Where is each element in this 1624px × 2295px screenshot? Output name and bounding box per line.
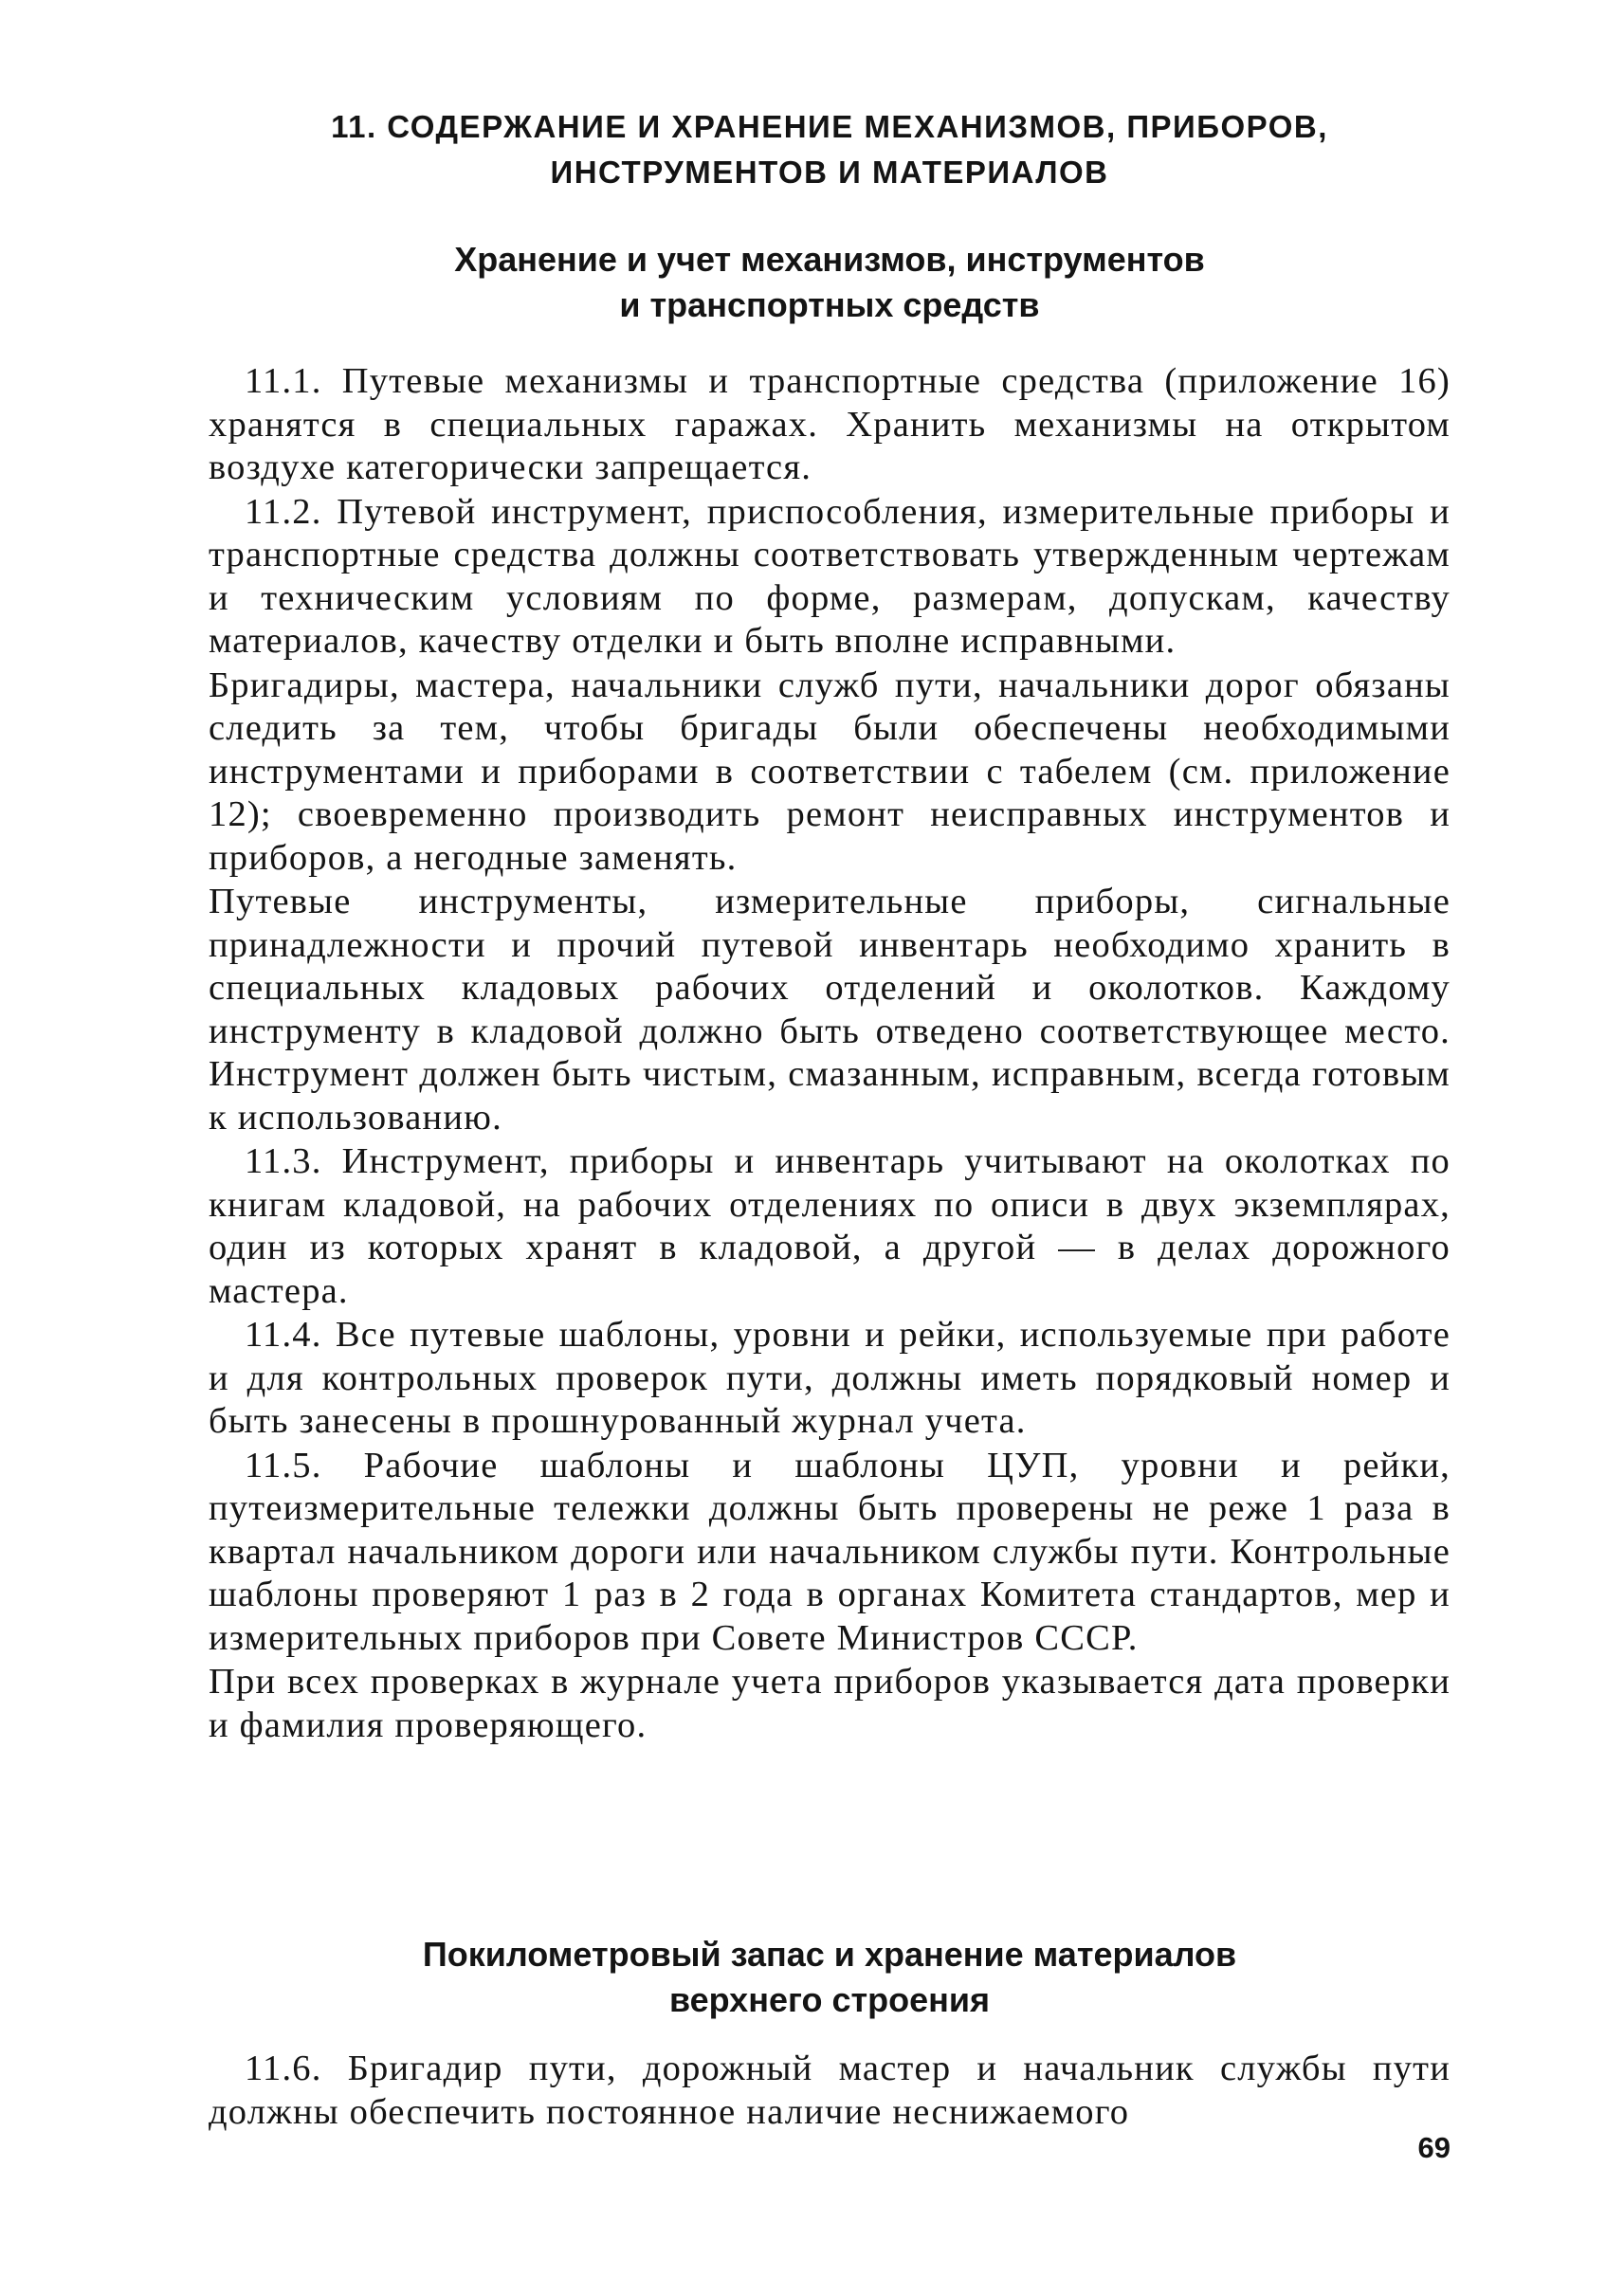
section-title-line: Хранение и учет механизмов, инструментов	[454, 240, 1205, 279]
section-title-line: верхнего строения	[668, 1980, 991, 2019]
section-title-storage-accounting	[209, 237, 1451, 328]
section-title-kilometer-reserve	[209, 1932, 1451, 2023]
paragraph-11-3: 11.3. Инструмент, приборы и инвентарь учитывают на околотках по книгам кладовой, на рабочих отделениях по описи в двух экземплярах, один из которых хранят в кладовой, а другой — в делах дорожного мастера.	[209, 1141, 1451, 1311]
paragraph-11-1: 11.1. Путевые механизмы и транспортные средства (приложение 16) хранятся в специальных гаражах. Хранить механизмы на открытом воздухе категорически запрещается.	[209, 361, 1451, 487]
chapter-title-line: 11. СОДЕРЖАНИЕ И ХРАНЕНИЕ МЕХАНИЗМОВ, ПРИБОРОВ,	[331, 109, 1328, 144]
paragraph-brigadiers: Бригадиры, мастера, начальники служб пути, начальники дорог обязаны следить за тем, чтобы бригады были обеспечены необходимыми инструментами и приборами в соответствии с табелем (см. приложение 12); своевременно производить ремонт неисправных инструментов и приборов, а негодные заменять.	[209, 665, 1451, 878]
section-body-storage-accounting	[209, 360, 1451, 1747]
paragraph-11-2: 11.2. Путевой инструмент, приспособления, измерительные приборы и транспортные средства должны соответствовать утвержденным чертежам и техническим условиям по форме, размерам, допускам, качеству материалов, качеству отделки и быть вполне исправными.	[209, 491, 1451, 661]
document-page	[209, 0, 1451, 2295]
section-title-line: и транспортных средств	[619, 285, 1040, 324]
paragraph-11-5: 11.5. Рабочие шаблоны и шаблоны ЦУП, уровни и рейки, путеизмерительные тележки должны быть проверены не реже 1 раза в квартал начальником дороги или начальником службы пути. Контрольные шаблоны проверяют 1 раз в 2 года в органах Комитета стандартов, мер и измерительных приборов при Совете Министров СССР.	[209, 1445, 1451, 1658]
paragraph-11-4: 11.4. Все путевые шаблоны, уровни и рейки, используемые при работе и для контрольных проверок пути, должны иметь порядковый номер и быть занесены в прошнурованный журнал учета.	[209, 1315, 1451, 1441]
paragraph-track-tools: Путевые инструменты, измерительные приборы, сигнальные принадлежности и прочий путевой инвентарь необходимо хранить в специальных кладовых рабочих отделений и околотков. Каждому инструменту в кладовой должно быть отведено соответствующее место. Инструмент должен быть чистым, смазанным, исправным, всегда готовым к использованию.	[209, 882, 1451, 1138]
page-number: 69	[1417, 2131, 1451, 2164]
section-title-line: Покилометровый запас и хранение материалов	[422, 1935, 1237, 1974]
paragraph-inspections: При всех проверках в журнале учета приборов указывается дата проверки и фамилия проверяющего.	[209, 1662, 1451, 1745]
chapter-title	[209, 104, 1451, 195]
chapter-title-line: ИНСТРУМЕНТОВ И МАТЕРИАЛОВ	[550, 155, 1109, 190]
paragraph-11-6: 11.6. Бригадир пути, дорожный мастер и начальник службы пути должны обеспечить постоянное наличие неснижаемого	[209, 2049, 1451, 2132]
section-body-kilometer-reserve	[209, 2048, 1451, 2134]
